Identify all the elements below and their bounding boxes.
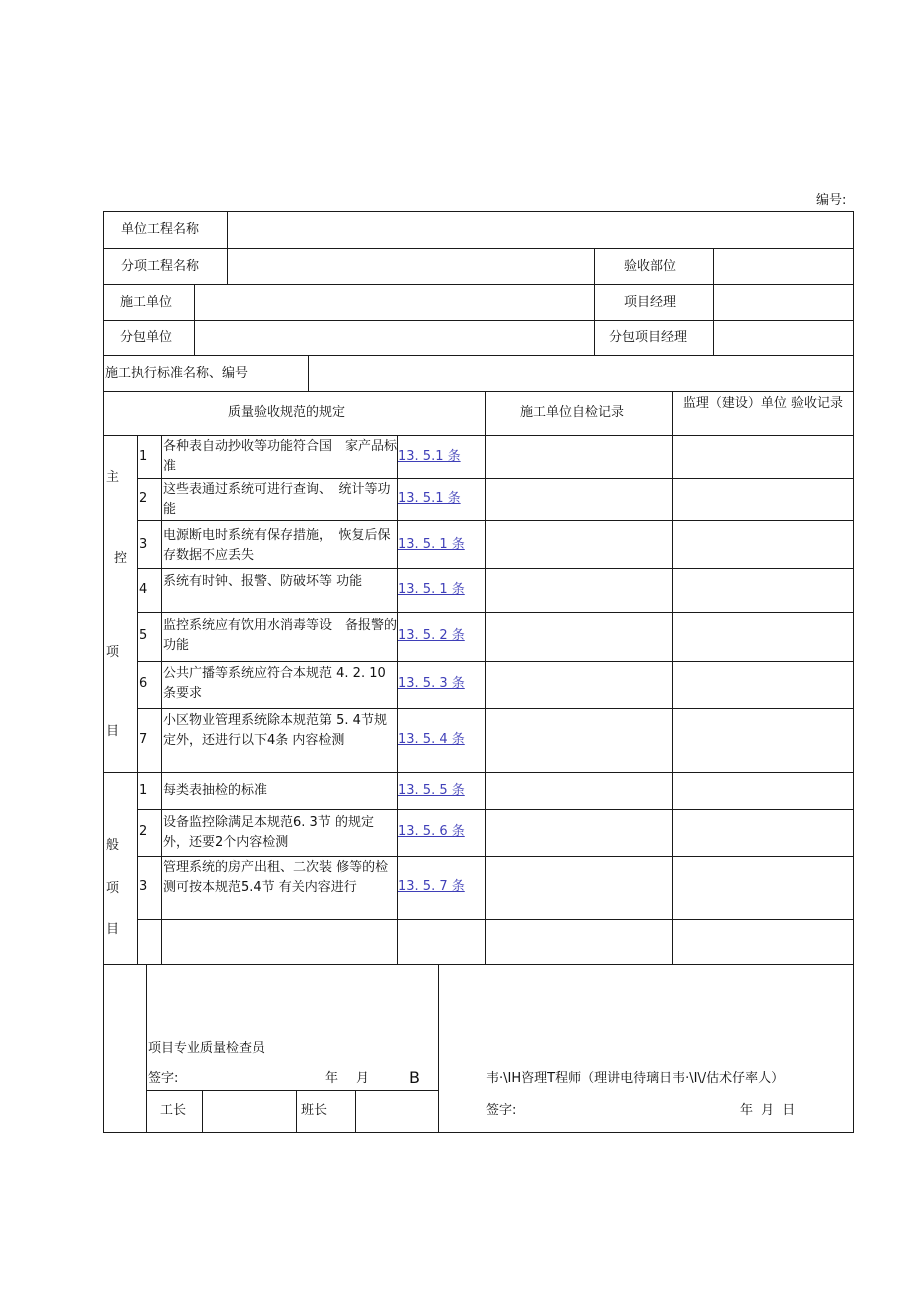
main-row-ref-link[interactable]: 13. 5. 3 条 (398, 676, 465, 691)
foreman-label: 工长 (160, 1103, 187, 1118)
supervisor-date-label: 年 月 日 (740, 1103, 796, 1118)
subcontract-unit-label: 分包单位 (120, 330, 173, 345)
main-row-text: 系统有时钟、报警、防破坏等 功能 (163, 574, 363, 589)
main-row-number: 5 (139, 628, 148, 643)
inspector-year-label: 年 (325, 1071, 339, 1086)
self-check-column-header: 施工单位自检记录 (520, 405, 625, 420)
main-row-text: 各种表自动抄收等功能符合国 家产品标准 (163, 439, 398, 474)
main-row-text: 公共广播等系统应符合本规范 4. 2. 10条要求 (163, 666, 386, 701)
general-group-char: 目 (106, 922, 120, 937)
construction-unit-label: 施工单位 (120, 295, 173, 310)
main-row-number: 1 (139, 449, 148, 464)
main-row-ref-link[interactable]: 13. 5. 1 条 (398, 582, 465, 597)
sub-project-name-label: 分项工程名称 (121, 259, 200, 274)
main-row-ref-link[interactable]: 13. 5.1 条 (398, 491, 461, 506)
general-row-text: 设备监控除满足本规范6. 3节 的规定外，还要2个内容检测 (163, 815, 374, 850)
general-row-text: 管理系统的房产出租、二次装 修等的检测可按本规范5.4节 有关内容进行 (163, 860, 389, 895)
main-row-number: 2 (139, 491, 148, 506)
main-row-number: 7 (139, 732, 148, 747)
document-number-label: 编号: (816, 193, 847, 208)
main-row-ref-link[interactable]: 13. 5. 4 条 (398, 732, 465, 747)
inspector-sign-label: 签字: (148, 1071, 179, 1086)
unit-project-name-label: 单位工程名称 (121, 222, 200, 237)
main-row-ref-link[interactable]: 13. 5. 2 条 (398, 628, 465, 643)
project-manager-label: 项目经理 (624, 295, 677, 310)
main-row-number: 3 (139, 537, 148, 552)
team-leader-label: 班长 (301, 1103, 328, 1118)
main-group-char: 主 (106, 470, 120, 485)
general-group-char: 般 (106, 838, 120, 853)
supervision-column-header: 监理（建设）单位 验收记录 (682, 396, 844, 411)
general-row-number: 2 (139, 824, 148, 839)
main-row-text: 监控系统应有饮用水消毒等设 备报警的功能 (163, 618, 398, 653)
general-row-ref-link[interactable]: 13. 5. 6 条 (398, 824, 465, 839)
inspector-label: 项目专业质量检查员 (148, 1041, 266, 1056)
main-row-text: 电源断电时系统有保存措施， 恢复后保存数据不应丢失 (163, 528, 391, 563)
inspector-day-label: B (409, 1068, 420, 1087)
spec-column-header: 质量验收规范的规定 (228, 405, 346, 420)
standard-name-label: 施工执行标准名称、编号 (105, 366, 249, 381)
main-row-ref-link[interactable]: 13. 5.1 条 (398, 449, 461, 464)
inspector-month-label: 月 (356, 1071, 370, 1086)
general-row-ref-link[interactable]: 13. 5. 5 条 (398, 783, 465, 798)
general-group-char: 项 (106, 881, 120, 896)
main-group-char: 项 (106, 645, 120, 660)
subcontract-pm-label: 分包项目经理 (609, 330, 688, 345)
main-row-number: 6 (139, 676, 148, 691)
main-group-char: 目 (106, 724, 120, 739)
acceptance-part-label: 验收部位 (624, 259, 677, 274)
general-row-number: 3 (139, 879, 148, 894)
supervisor-engineer-label: 韦·\IH咨理T程师（理讲电待璃日韦·\I\/估术仔率人） (486, 1071, 785, 1086)
general-row-number: 1 (139, 783, 148, 798)
main-row-text: 这些表通过系统可进行查询、 统计等功能 (163, 482, 391, 517)
main-row-text: 小区物业管理系统除本规范第 5. 4节规定外，还进行以下4条 内容检测 (163, 713, 387, 748)
main-group-char: 控 (114, 551, 128, 566)
main-row-number: 4 (139, 582, 148, 597)
supervisor-sign-label: 签字: (486, 1103, 517, 1118)
general-row-ref-link[interactable]: 13. 5. 7 条 (398, 879, 465, 894)
main-row-ref-link[interactable]: 13. 5. 1 条 (398, 537, 465, 552)
general-row-text: 每类表抽检的标准 (163, 783, 268, 798)
